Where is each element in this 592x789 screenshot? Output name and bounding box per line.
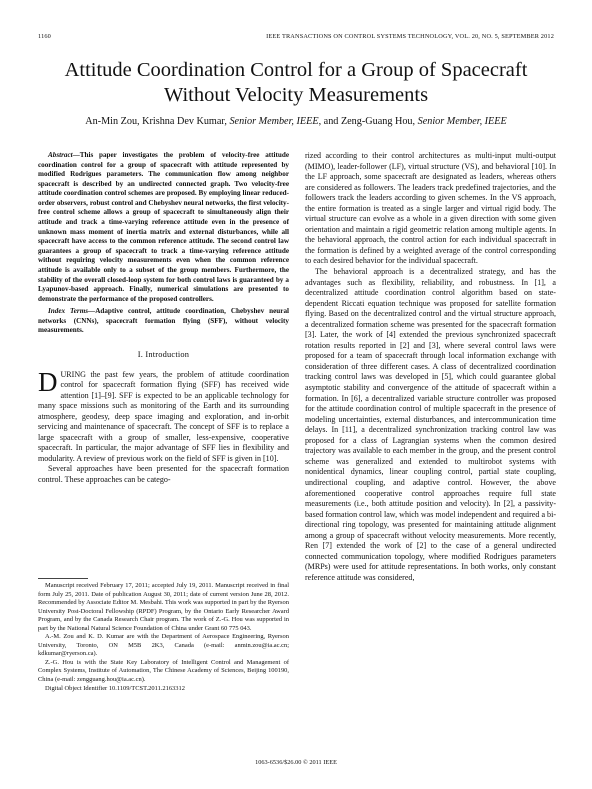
abstract <box>38 151 289 304</box>
footnotes <box>38 582 289 693</box>
intro-paragraph <box>38 366 289 465</box>
journal-name: IEEE TRANSACTIONS ON CONTROL SYSTEMS TECHNOLOGY, VOL. 20, NO. 5, SEPTEMBER 2012 <box>266 33 554 40</box>
author-separator: , and <box>318 116 341 127</box>
author-membership: Senior Member, IEEE <box>417 116 507 127</box>
index-terms-lead: Index Terms <box>48 307 89 316</box>
abstract-body: —This paper investigates the problem of velocity-free attitude coordination control for a group of spacecraft with attitude represented by modified Rodrigues parameters. The communication flow among neighbor spacecraft is described by an undirected connected graph. Two velocity-free attitude coordination control schemes are proposed. By employing linear reduced-order observers, robust control and Chebyshev neural networks, the first velocity-free control scheme allows a group of spacecraft to simultaneously align their attitude and track a time-varying reference attitude even in the presence of unknown mass moment of inertia matrix and external disturbances, while all spacecraft have access to the common reference attitude. The second control law guarantees a group of spacecraft to track a time-varying reference attitude without requiring velocity measurements even when the common reference attitude is available only to a subset of the group members. Furthermore, the stability of the overall closed-loop system for both control laws is guaranteed by a Lyapunov-based approach. Finally, numerical simulations are presented to demonstrate the performance of the proposed controllers. <box>38 151 289 303</box>
body-paragraph-1: rized according to their control architectures as multi-input multi-output (MIMO), leader-follower (LF), virtual structure (VS), and behavioral [10]. In the LF approach, some spacecraft are designated as leaders, whereas others are considered as followers. The leaders track predefined trajectories, and the followers track the leaders according to given schemes. In the VS approach, the entire formation is treated as a single larger and virtual rigid body. The virtual structure can evolve as a whole in a given direction with some given orientation and maintain a rigid geometric relation among multiple agents. In the behavioral approach, the control action for each individual spacecraft in the formation is defined by a weighted average of the control corresponding to each desired behavior for the individual spacecraft. <box>305 151 556 266</box>
left-column <box>38 151 289 486</box>
intro-paragraph-text: URING the past few years, the problem of attitude coordination control for spacecraft formation flying (SFF) has received wide attention [1]–[9]. SFF is expected to be an applicable technology for many space missions such as monitoring of the Earth and its surrounding atmosphere, geodesy, deep space imaging and exploration, and in-orbit servicing and maintenance of spacecraft. The concept of SFF is to replace a large spacecraft with a group of smaller, less-expensive, cooperative spacecraft. In particular, the major advantage of SFF lies in flexibility and modularity. A review of previous work on the field of SFF is given in [10]. <box>38 369 289 463</box>
index-terms <box>38 307 289 336</box>
footnote-divider <box>38 578 88 579</box>
footnote-affiliation-1: A.-M. Zou and K. D. Kumar are with the Department of Aerospace Engineering, Ryerson University, Toronto, ON M5B 2K3, Canada (e-mail: anmin.zou@ia.ac.cn; kdkumar@ryerson.ca). <box>38 633 289 658</box>
author-name: Zeng-Guang Hou, <box>340 116 418 127</box>
paper-title: Attitude Coordination Control for a Group of Spacecraft Without Velocity Measurements <box>64 59 528 106</box>
author-membership: Senior Member, IEEE <box>229 116 319 127</box>
running-header <box>38 33 554 43</box>
author-name: An-Min Zou, <box>85 116 143 127</box>
author-line <box>20 115 572 128</box>
footnote-doi: Digital Object Identifier 10.1109/TCST.2011.2163312 <box>45 684 185 692</box>
page-number: 1160 <box>38 33 51 40</box>
copyright-line: 1063-6536/$26.00 © 2011 IEEE <box>255 759 337 766</box>
author-name: Krishna Dev Kumar, <box>142 116 230 127</box>
drop-cap: D <box>38 366 58 397</box>
abstract-lead: Abstract <box>48 151 73 159</box>
footnote-manuscript: Manuscript received February 17, 2011; accepted July 19, 2011. Manuscript received in final form July 25, 2011. Date of publication August 30, 2011; date of current version June 28, 2012. Recommended by Associate Editor M. Mesbahi. This work was supported in part by the Ryerson University Post-Doctoral Fellowship (RPDF) Program, by the Ontario Early Researcher Award Program, and by the Canada Research Chair program. The work of Z.-G. Hou was supported in part by the National Natural Science Foundation of China under Grant 60 775 043. <box>38 582 289 632</box>
body-paragraph-2: The behavioral approach is a decentralized strategy, and has the advantages such as flexibility, reliability, and robustness. In [1], a decentralized attitude coordination control algorithm based on state-dependent Riccati equation technique was proposed for satellite formation flying. Based on the decentralized control and the virtual structure approach, a decentralized formation scheme was presented for the spacecraft formation [3]. Later, the work of [4] extended the previous synchronized spacecraft rotation results reported in [2] and [3], where several control laws were proposed for a team of spacecraft through local information exchange with consideration of three different cases. A class of decentralized coordination tracking control laws was developed in [5], which could guarantee global asymptotic stability and convergence of the attitude of spacecraft within a formation. In [6], a decentralized variable structure controller was proposed for the attitude coordination control of multiple spacecraft in the presence of modeling uncertainties, external disturbances, and intercommunication time delays. In [11], a decentralized synchronization tracking control law was proposed for a class of Lagrangian systems when the common desired trajectory was available to each member in the group, and the present control scheme was generalized and extended to multirobot systems with nonidentical dynamics, linear coupling control, partial state coupling, undirectional coupling, and adaptive control. However, the above aforementioned cooperative control approaches require full state measurements (i.e., both attitude position and velocity). In [2], a passivity-based formation control law, which was model independent and required a bi-directional ring topology, was presented for maintaining attitude alignment among a group of spacecraft without velocity measurements. More recently, Ren [7] extended the work of [2] to the case of a general undirected connected communication topology, where modified Rodrigues parameters (MRPs) were used for attitude representations. In both works, only constant reference attitude was considered, <box>305 267 556 582</box>
section-heading: I. Introduction <box>137 349 190 359</box>
index-terms-body: —Adaptive control, attitude coordination, Chebyshev neural networks (CNNs), spacecraft formation flying (SFF), without velocity measurements. <box>38 307 289 335</box>
right-column <box>305 151 556 583</box>
footnote-affiliation-2: Z.-G. Hou is with the State Key Laboratory of Intelligent Control and Management of Complex Systems, Institute of Automation, The Chinese Academy of Sciences, Beijing 100190, China (e-mail: zengguang.hou@ia.ac.cn). <box>38 658 289 684</box>
intro-paragraph-2: Several approaches have been presented for the spacecraft formation control. These approaches can be catego- <box>38 464 289 484</box>
